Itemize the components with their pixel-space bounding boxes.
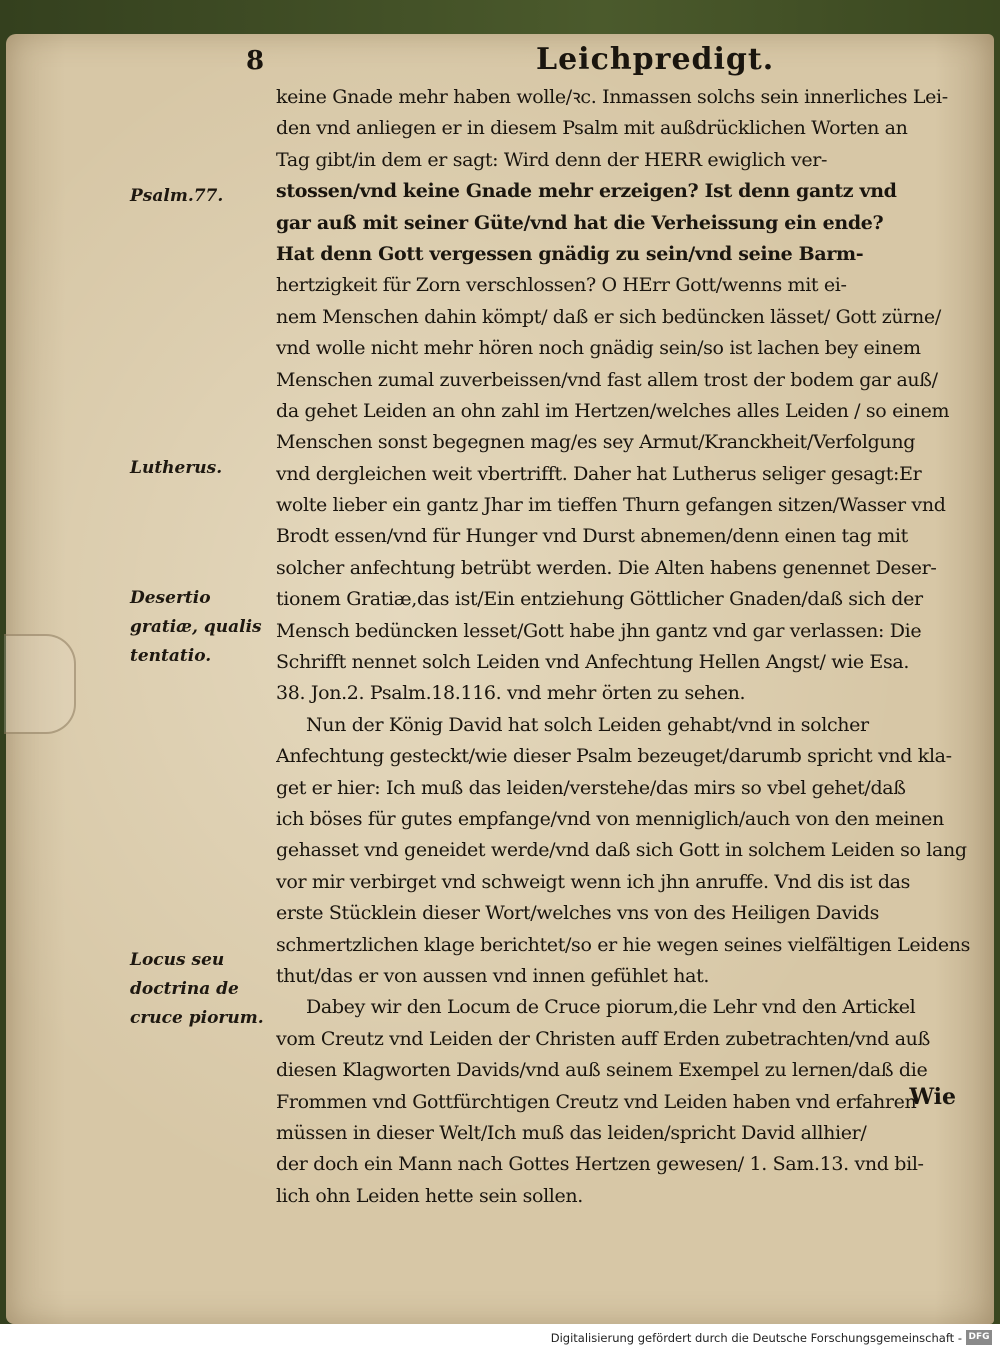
footer-bar (0, 1324, 1000, 1352)
text-line: Hat denn Gott vergessen gnädig zu sein/vnd seine Barm- (276, 242, 864, 265)
text-line: müssen in dieser Welt/Ich muß das leiden/spricht David allhier/ (276, 1121, 867, 1144)
text-line: vor mir verbirget vnd schweigt wenn ich jhn anruffe. Vnd dis ist das (276, 870, 911, 893)
text-line: hertzigkeit für Zorn verschlossen? O HErr Gott/wenns mit ei- (276, 274, 847, 297)
text-line: gehasset vnd geneidet werde/vnd daß sich Gott in solchem Leiden so lang (276, 839, 967, 862)
text-line: da gehet Leiden an ohn zahl im Hertzen/welches alles Leiden / so einem (276, 399, 950, 422)
book-page (6, 34, 994, 1324)
margin-note-psalm: Psalm.77. (130, 186, 224, 206)
margin-note-desertio: Desertio gratiæ, qualis tentatio. (130, 588, 262, 666)
text-line: den vnd anliegen er in diesem Psalm mit außdrücklichen Worten an (276, 117, 908, 140)
text-line: der doch ein Mann nach Gottes Hertzen gewesen/ 1. Sam.13. vnd bil- (276, 1153, 924, 1176)
text-line: Anfechtung gesteckt/wie dieser Psalm bezeuget/darumb spricht vnd kla- (276, 745, 952, 768)
body-text (276, 82, 976, 1212)
text-line: vnd dergleichen weit vbertrifft. Daher hat Lutherus seliger gesagt:Er (276, 462, 922, 485)
text-line: wolte lieber ein gantz Jhar im tieffen Thurn gefangen sitzen/Wasser vnd (276, 494, 946, 517)
page-header (6, 42, 994, 82)
text-line: solcher anfechtung betrübt werden. Die Alten habens genennet Deser- (276, 556, 937, 579)
text-line: get er hier: Ich muß das leiden/verstehe/das mirs so vbel gehet/daß (276, 776, 906, 799)
text-line: Dabey wir den Locum de Cruce piorum,die Lehr vnd den Artickel (306, 996, 916, 1019)
text-line: Nun der König David hat solch Leiden gehabt/vnd in solcher (306, 713, 869, 736)
text-line: Schrifft nennet solch Leiden vnd Anfechtung Hellen Angst/ wie Esa. (276, 651, 910, 674)
text-line: ich böses für gutes empfange/vnd von menniglich/auch von den meinen (276, 807, 944, 830)
text-line: Mensch bedüncken lesset/Gott habe jhn gantz vnd gar verlassen: Die (276, 619, 922, 642)
page-number: 8 (246, 46, 265, 76)
text-line: Tag gibt/in dem er sagt: Wird denn der HERR ewiglich ver- (276, 148, 828, 171)
text-line: vnd wolle nicht mehr hören noch gnädig sein/so ist lachen bey einem (276, 337, 921, 360)
text-line: Frommen vnd Gottfürchtigen Creutz vnd Leiden haben vnd erfahren (276, 1090, 917, 1113)
funding-credit: Digitalisierung gefördert durch die Deutsche Forschungsgemeinschaft - (550, 1331, 962, 1345)
text-line: Menschen sonst begegnen mag/es sey Armut/Kranckheit/Verfolgung (276, 431, 916, 454)
running-head: Leichpredigt. (536, 42, 775, 77)
text-line: diesen Klagworten Davids/vnd auß seinem Exempel zu lernen/daß die (276, 1059, 928, 1082)
text-line: erste Stücklein dieser Wort/welches vns von des Heiligen Davids (276, 902, 879, 925)
text-line: Menschen zumal zuverbeissen/vnd fast allem trost der bodem gar auß/ (276, 368, 938, 391)
catchword: Wie (909, 1084, 956, 1110)
text-line: stossen/vnd keine Gnade mehr erzeigen? Ist denn gantz vnd (276, 180, 897, 203)
text-line: vom Creutz vnd Leiden der Christen auff Erden zubetrachten/vnd auß (276, 1027, 930, 1050)
text-line: thut/das er von aussen vnd innen gefühlet hat. (276, 964, 710, 987)
margin-note-lutherus: Lutherus. (130, 458, 223, 478)
page-tab-mark (4, 634, 76, 734)
margin-note-locus: Locus seu doctrina de cruce piorum. (130, 950, 264, 1028)
text-line: 38. Jon.2. Psalm.18.116. vnd mehr örten zu sehen. (276, 682, 746, 705)
text-line: lich ohn Leiden hette sein sollen. (276, 1184, 583, 1207)
text-line: nem Menschen dahin kömpt/ daß er sich bedüncken lässet/ Gott zürne/ (276, 305, 941, 328)
text-line: Brodt essen/vnd für Hunger vnd Durst abnemen/denn einen tag mit (276, 525, 908, 548)
text-line: keine Gnade mehr haben wolle/ꝛc. Inmassen solchs sein innerliches Lei- (276, 86, 948, 108)
text-line: tionem Gratiæ,das ist/Ein entziehung Göttlicher Gnaden/daß sich der (276, 588, 923, 611)
text-line: gar auß mit seiner Güte/vnd hat die Verheissung ein ende? (276, 211, 884, 234)
dfg-logo: DFG (966, 1330, 992, 1345)
text-line: schmertzlichen klage berichtet/so er hie wegen seines vielfältigen Leidens (276, 933, 971, 956)
